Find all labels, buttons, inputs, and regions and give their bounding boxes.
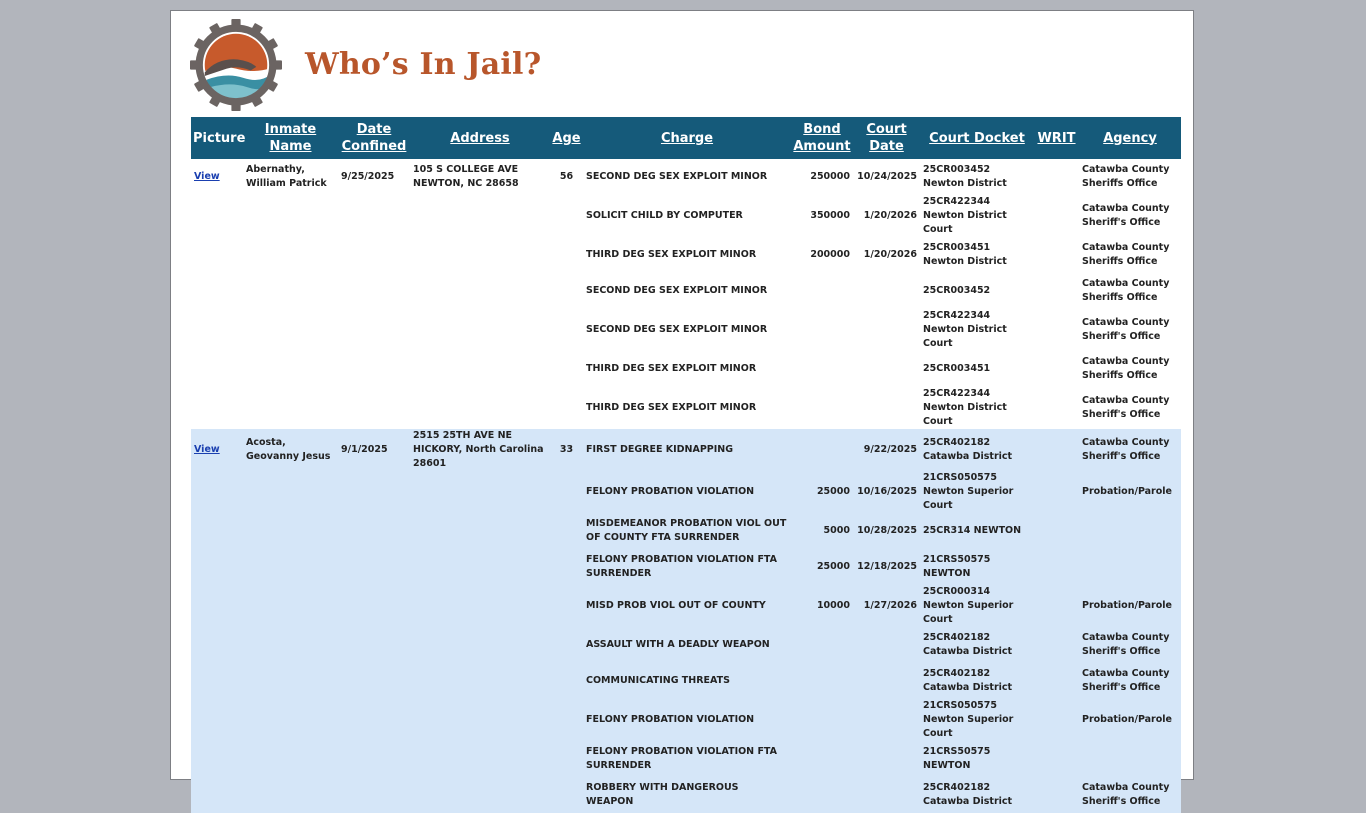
writ <box>1034 351 1079 387</box>
empty-cell <box>410 585 550 627</box>
empty-cell <box>338 513 410 549</box>
address: 2515 25TH AVE NE HICKORY, North Carolina 28601 <box>410 429 550 471</box>
agency: Probation/Parole <box>1079 585 1181 627</box>
table-row <box>191 663 1181 699</box>
empty-cell <box>243 549 338 585</box>
empty-cell <box>243 471 338 513</box>
empty-cell <box>338 471 410 513</box>
court-docket: 25CR422344 Newton District Court <box>923 310 1007 349</box>
agency: Catawba County Sheriffs Office <box>1082 356 1170 381</box>
empty-cell <box>410 351 550 387</box>
empty-cell <box>410 237 550 273</box>
writ <box>1034 663 1079 699</box>
bond-amount: 25000 <box>791 549 853 585</box>
empty-cell <box>191 699 243 741</box>
bond-amount: 250000 <box>810 171 850 182</box>
table-row <box>191 549 1181 585</box>
empty-cell <box>191 273 243 309</box>
empty-cell <box>550 699 583 741</box>
empty-cell <box>410 549 550 585</box>
charge: SECOND DEG SEX EXPLOIT MINOR <box>586 324 768 335</box>
agency: Catawba County Sheriff's Office <box>1079 429 1181 471</box>
charge: MISD PROB VIOL OUT OF COUNTY <box>583 585 791 627</box>
empty-cell <box>338 627 410 663</box>
age: 33 <box>550 429 583 471</box>
empty-cell <box>410 195 550 237</box>
empty-cell <box>243 351 338 387</box>
bond-amount: 5000 <box>791 513 853 549</box>
page-container <box>170 10 1194 807</box>
charge: THIRD DEG SEX EXPLOIT MINOR <box>586 249 757 260</box>
address: 105 S COLLEGE AVE NEWTON, NC 28658 <box>413 164 519 189</box>
table-row <box>191 237 1181 273</box>
logo-icon <box>190 19 282 111</box>
court-date: 9/22/2025 <box>853 429 920 471</box>
court-docket: 25CR402182 Catawba District <box>920 627 1034 663</box>
court-date <box>853 777 920 813</box>
table-row <box>191 585 1181 627</box>
empty-cell <box>338 195 410 237</box>
empty-cell <box>338 351 410 387</box>
header-charge[interactable]: Charge <box>583 117 791 159</box>
inmate-name: Abernathy, William Patrick <box>246 164 327 189</box>
charge: ROBBERY WITH DANGEROUS WEAPON <box>583 777 791 813</box>
empty-cell <box>550 663 583 699</box>
empty-cell <box>550 585 583 627</box>
empty-cell <box>191 549 243 585</box>
writ <box>1034 585 1079 627</box>
court-docket: 21CRS050575 Newton Superior Court <box>920 699 1034 741</box>
empty-cell <box>243 741 338 777</box>
empty-cell <box>410 777 550 813</box>
charge: ASSAULT WITH A DEADLY WEAPON <box>583 627 791 663</box>
empty-cell <box>550 627 583 663</box>
agency: Catawba County Sheriffs Office <box>1082 278 1170 303</box>
agency <box>1079 549 1181 585</box>
court-date: 12/18/2025 <box>853 549 920 585</box>
empty-cell <box>338 777 410 813</box>
writ <box>1034 513 1079 549</box>
court-docket: 21CRS050575 Newton Superior Court <box>920 471 1034 513</box>
bond-amount <box>791 387 853 429</box>
table-row <box>191 471 1181 513</box>
table-row <box>191 741 1181 777</box>
empty-cell <box>191 471 243 513</box>
court-date <box>853 699 920 741</box>
empty-cell <box>410 741 550 777</box>
court-docket: 25CR003452 Newton District <box>923 164 1007 189</box>
empty-cell <box>243 627 338 663</box>
header-age[interactable]: Age <box>550 117 583 159</box>
table-row <box>191 351 1181 387</box>
empty-cell <box>243 663 338 699</box>
header-date-confined[interactable]: Date Confined <box>338 117 410 159</box>
court-docket: 25CR402182 Catawba District <box>920 429 1034 471</box>
header-agency[interactable]: Agency <box>1079 117 1181 159</box>
empty-cell <box>338 585 410 627</box>
writ <box>1034 237 1079 273</box>
inmate-table <box>191 117 1181 813</box>
agency: Catawba County Sheriff's Office <box>1082 395 1170 420</box>
empty-cell <box>191 741 243 777</box>
page-title: Who’s In Jail? <box>305 47 542 82</box>
agency <box>1079 513 1181 549</box>
court-date <box>853 741 920 777</box>
empty-cell <box>410 309 550 351</box>
empty-cell <box>243 699 338 741</box>
table-row <box>191 777 1181 813</box>
empty-cell <box>410 513 550 549</box>
empty-cell <box>191 513 243 549</box>
empty-cell <box>550 273 583 309</box>
court-docket: 21CRS50575 NEWTON <box>920 549 1034 585</box>
empty-cell <box>338 663 410 699</box>
empty-cell <box>550 549 583 585</box>
empty-cell <box>191 585 243 627</box>
bond-amount <box>791 627 853 663</box>
court-date <box>853 273 920 309</box>
bond-amount <box>791 663 853 699</box>
empty-cell <box>410 273 550 309</box>
agency: Catawba County Sheriffs Office <box>1082 242 1170 267</box>
court-date: 1/20/2026 <box>863 249 917 260</box>
picture-cell <box>191 429 243 471</box>
table-row <box>191 627 1181 663</box>
empty-cell <box>243 513 338 549</box>
empty-cell <box>550 513 583 549</box>
court-docket: 25CR422344 Newton District Court <box>923 388 1007 427</box>
writ <box>1034 741 1079 777</box>
table-row <box>191 195 1181 237</box>
header-bond-amount[interactable]: Bond Amount <box>791 117 853 159</box>
court-date: 10/24/2025 <box>857 171 917 182</box>
bond-amount: 350000 <box>810 210 850 221</box>
writ <box>1034 777 1079 813</box>
writ <box>1034 195 1079 237</box>
inmate-name: Acosta, Geovanny Jesus <box>243 429 338 471</box>
writ <box>1034 471 1079 513</box>
charge: COMMUNICATING THREATS <box>583 663 791 699</box>
empty-cell <box>243 387 338 429</box>
date-confined: 9/25/2025 <box>341 171 395 182</box>
empty-cell <box>550 309 583 351</box>
writ <box>1034 387 1079 429</box>
agency: Catawba County Sheriff's Office <box>1079 777 1181 813</box>
charge: THIRD DEG SEX EXPLOIT MINOR <box>586 363 757 374</box>
empty-cell <box>243 237 338 273</box>
empty-cell <box>243 195 338 237</box>
bond-amount: 10000 <box>791 585 853 627</box>
writ <box>1034 627 1079 663</box>
charge: FELONY PROBATION VIOLATION FTA SURRENDER <box>583 741 791 777</box>
court-date: 10/28/2025 <box>853 513 920 549</box>
empty-cell <box>338 309 410 351</box>
empty-cell <box>191 627 243 663</box>
header-address[interactable]: Address <box>410 117 550 159</box>
agency: Catawba County Sheriff's Office <box>1082 317 1170 342</box>
charge: MISDEMEANOR PROBATION VIOL OUT OF COUNTY FTA SURRENDER <box>583 513 791 549</box>
court-date <box>853 387 920 429</box>
table-row <box>191 387 1181 429</box>
empty-cell <box>191 195 243 237</box>
table-row <box>191 273 1181 309</box>
empty-cell <box>550 741 583 777</box>
court-docket: 21CRS50575 NEWTON <box>920 741 1034 777</box>
view-picture-link[interactable]: View <box>194 171 220 182</box>
empty-cell <box>338 699 410 741</box>
court-docket: 25CR003451 Newton District <box>923 242 1007 267</box>
writ <box>1034 549 1079 585</box>
empty-cell <box>243 309 338 351</box>
court-docket: 25CR402182 Catawba District <box>920 663 1034 699</box>
charge: FIRST DEGREE KIDNAPPING <box>583 429 791 471</box>
empty-cell <box>191 309 243 351</box>
header-court-docket[interactable]: Court Docket <box>920 117 1034 159</box>
empty-cell <box>338 237 410 273</box>
header-writ[interactable]: WRIT <box>1034 117 1079 159</box>
court-date: 10/16/2025 <box>853 471 920 513</box>
empty-cell <box>410 663 550 699</box>
empty-cell <box>550 387 583 429</box>
bond-amount <box>791 429 853 471</box>
empty-cell <box>191 237 243 273</box>
empty-cell <box>243 273 338 309</box>
agency: Catawba County Sheriffs Office <box>1082 164 1170 189</box>
age: 56 <box>559 171 574 182</box>
empty-cell <box>410 699 550 741</box>
court-docket: 25CR402182 Catawba District <box>920 777 1034 813</box>
court-date <box>853 309 920 351</box>
court-docket: 25CR314 NEWTON <box>920 513 1034 549</box>
writ <box>1034 309 1079 351</box>
writ <box>1034 699 1079 741</box>
charge: THIRD DEG SEX EXPLOIT MINOR <box>586 402 757 413</box>
charge: SOLICIT CHILD BY COMPUTER <box>586 210 743 221</box>
bond-amount: 200000 <box>810 249 850 260</box>
empty-cell <box>191 351 243 387</box>
agency: Catawba County Sheriff's Office <box>1079 663 1181 699</box>
court-docket: 25CR000314 Newton Superior Court <box>920 585 1034 627</box>
court-date <box>853 351 920 387</box>
agency <box>1079 741 1181 777</box>
charge: SECOND DEG SEX EXPLOIT MINOR <box>586 171 768 182</box>
empty-cell <box>191 663 243 699</box>
court-docket: 25CR003452 <box>923 285 991 296</box>
bond-amount <box>791 741 853 777</box>
writ <box>1034 429 1079 471</box>
header-inmate-name[interactable]: Inmate Name <box>243 117 338 159</box>
court-date: 1/27/2026 <box>853 585 920 627</box>
empty-cell <box>550 237 583 273</box>
table-row <box>191 513 1181 549</box>
empty-cell <box>338 549 410 585</box>
bond-amount <box>791 699 853 741</box>
empty-cell <box>338 387 410 429</box>
empty-cell <box>243 585 338 627</box>
court-docket: 25CR003451 <box>923 363 991 374</box>
empty-cell <box>191 777 243 813</box>
court-date <box>853 663 920 699</box>
empty-cell <box>338 741 410 777</box>
writ <box>1034 159 1079 195</box>
table-row <box>191 429 1181 471</box>
agency: Catawba County Sheriff's Office <box>1082 203 1170 228</box>
table-row <box>191 699 1181 741</box>
bond-amount <box>791 309 853 351</box>
date-confined: 9/1/2025 <box>338 429 410 471</box>
empty-cell <box>338 273 410 309</box>
bond-amount: 25000 <box>791 471 853 513</box>
charge: SECOND DEG SEX EXPLOIT MINOR <box>586 285 768 296</box>
empty-cell <box>191 387 243 429</box>
charge: FELONY PROBATION VIOLATION FTA SURRENDER <box>583 549 791 585</box>
court-date: 1/20/2026 <box>863 210 917 221</box>
charge: FELONY PROBATION VIOLATION <box>583 699 791 741</box>
agency: Probation/Parole <box>1079 471 1181 513</box>
table-header-row <box>191 117 1181 159</box>
empty-cell <box>410 387 550 429</box>
bond-amount <box>791 777 853 813</box>
agency: Probation/Parole <box>1079 699 1181 741</box>
table-row <box>191 309 1181 351</box>
empty-cell <box>550 471 583 513</box>
agency: Catawba County Sheriff's Office <box>1079 627 1181 663</box>
empty-cell <box>550 351 583 387</box>
empty-cell <box>410 627 550 663</box>
header-picture: Picture <box>191 117 243 159</box>
writ <box>1034 273 1079 309</box>
court-docket: 25CR422344 Newton District Court <box>923 196 1007 235</box>
empty-cell <box>243 777 338 813</box>
view-picture-link[interactable]: View <box>194 444 220 455</box>
empty-cell <box>550 195 583 237</box>
empty-cell <box>410 471 550 513</box>
header-court-date[interactable]: Court Date <box>853 117 920 159</box>
table-row <box>191 159 1181 195</box>
charge: FELONY PROBATION VIOLATION <box>583 471 791 513</box>
court-date <box>853 627 920 663</box>
empty-cell <box>550 777 583 813</box>
bond-amount <box>791 351 853 387</box>
picture-cell <box>191 159 243 195</box>
bond-amount <box>791 273 853 309</box>
